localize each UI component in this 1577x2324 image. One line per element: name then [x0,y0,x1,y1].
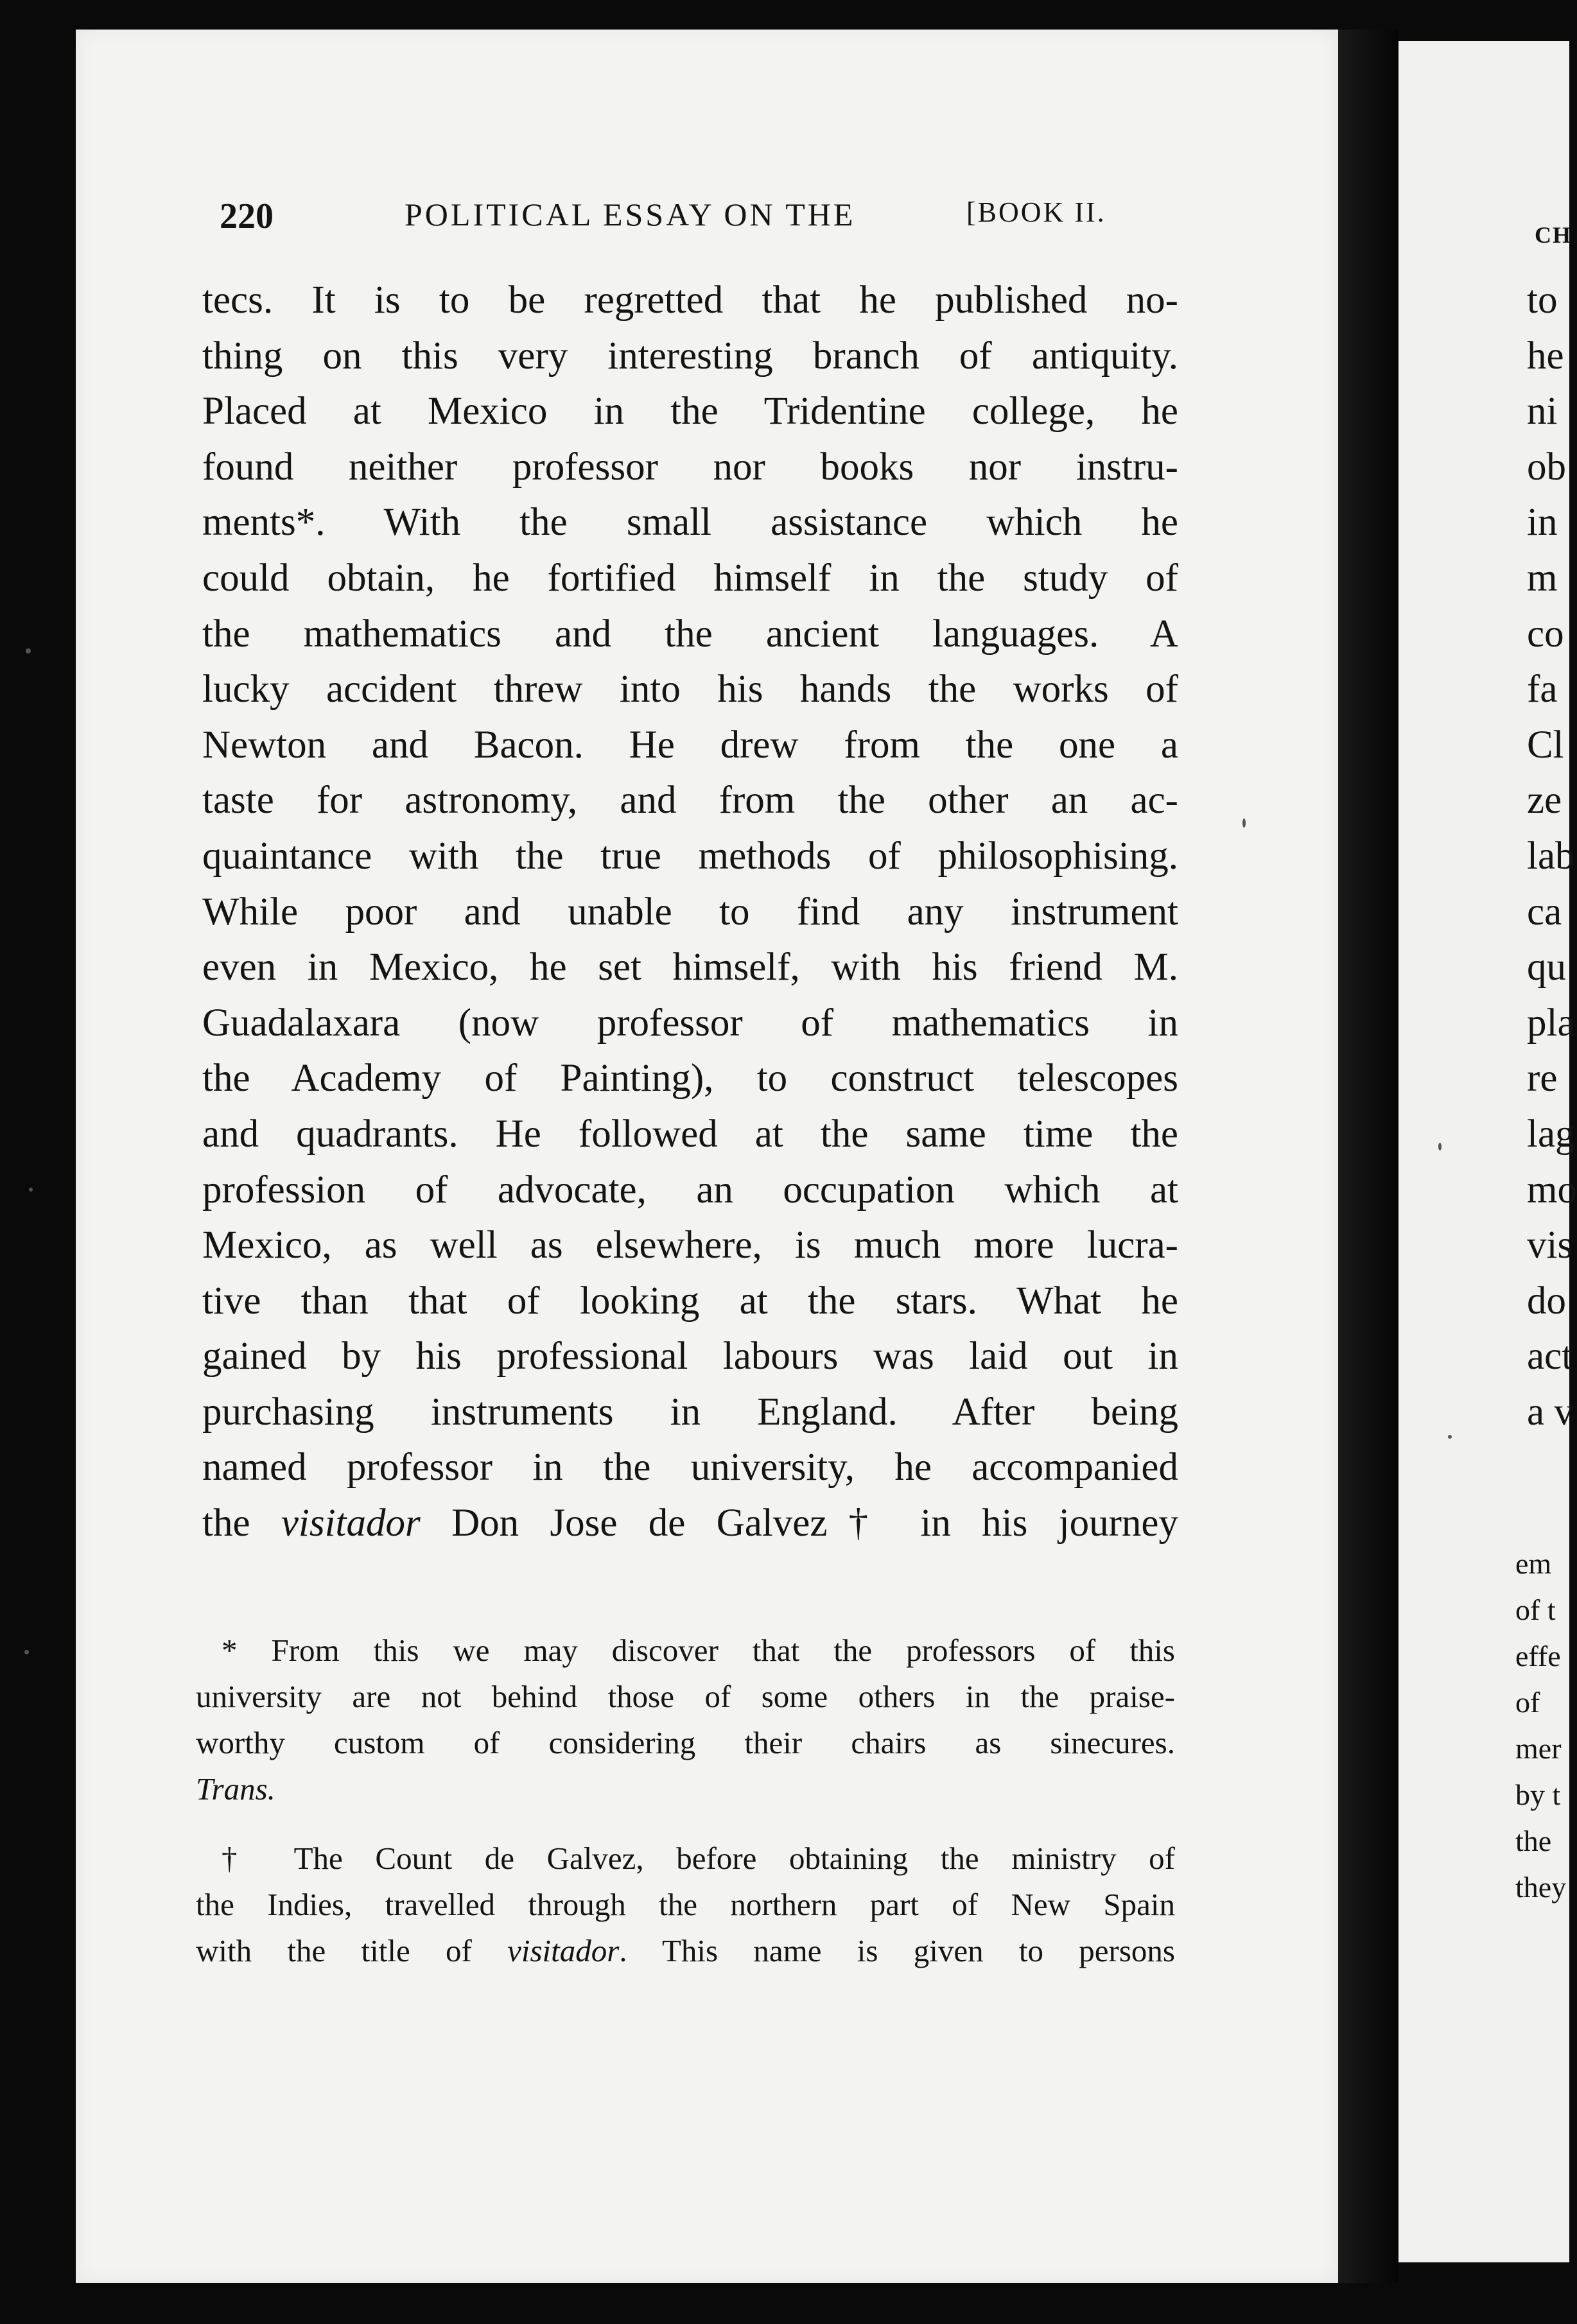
text-line: Newton and Bacon. He drew from the one a [202,723,1178,767]
facing-page-footnote-fragment: of [1515,1686,1540,1719]
text-line-last: the visitador Don Jose de Galvez† in his journey [202,1502,1178,1545]
text-line: thing on this very interesting branch of antiquity. [202,334,1178,377]
running-title: POLITICAL ESSAY ON THE [405,196,856,232]
text-line: the mathematics and the ancient languages. A [202,612,1178,655]
text-line: even in Mexico, he set himself, with his friend M. [202,946,1178,989]
facing-page-footnote-fragment: mer [1515,1732,1562,1765]
text-line: tive than that of looking at the stars. What he [202,1279,1178,1322]
text-line: and quadrants. He followed at the same time the [202,1112,1178,1156]
dust-speck [26,648,31,654]
facing-page-fragment: ob [1527,445,1566,489]
facing-page-fragment: he [1527,334,1564,377]
text-line: Placed at Mexico in the Tridentine college, he [202,390,1178,433]
facing-page-footnote-fragment: by t [1515,1778,1561,1811]
text-line: taste for astronomy, and from the other an ac- [202,779,1178,822]
footnote-line: worthy custom of considering their chairs as sinecures. [196,1725,1175,1760]
text-line: ments*. With the small assistance which he [202,501,1178,544]
text-line: gained by his professional labours was laid out in [202,1335,1178,1378]
text-line: While poor and unable to find any instrument [202,890,1178,933]
text-line: quaintance with the true methods of philosophising. [202,834,1178,878]
footnote-line: † The Count de Galvez, before obtaining the ministry of [222,1841,1175,1876]
italic-term: visitador [507,1933,620,1968]
main-text-block [202,273,1178,1552]
text-line: Guadalaxara (now professor of mathematics in [202,1001,1178,1045]
dust-speck [1448,1435,1452,1439]
text-line: found neither professor nor books nor instru- [202,445,1178,489]
text-line: profession of advocate, an occupation which at [202,1168,1178,1211]
facing-page-fragment: vis [1527,1224,1573,1267]
facing-page-fragment: re [1527,1057,1558,1100]
footnote-line: university are not behind those of some others in the praise- [196,1679,1175,1714]
facing-page-header: CH [1535,222,1572,248]
dust-speck [24,1650,29,1654]
facing-page-footnote-fragment: the [1515,1825,1552,1857]
facing-page-fragment: m [1527,557,1558,600]
facing-page-footnote-fragment: they [1515,1871,1567,1903]
facing-page-fragment: do [1527,1279,1566,1322]
text-line: Mexico, as well as elsewhere, is much more lucra- [202,1224,1178,1267]
dust-speck [1242,819,1246,828]
text-line: could obtain, he fortified himself in the study of [202,556,1178,600]
facing-page-fragment: Cl [1527,723,1564,767]
page-number: 220 [220,196,274,236]
footnote-line: the Indies, travelled through the northern part of New Spain [196,1887,1175,1922]
book-section-label: [BOOK II. [966,196,1106,228]
text-line: purchasing instruments in England. After being [202,1390,1178,1434]
facing-page-fragment: in [1527,501,1558,544]
text-line: lucky accident threw into his hands the works of [202,668,1178,711]
book-gutter [1338,30,1398,2283]
facing-page-fragment: ca [1527,890,1562,933]
footnotes [196,1627,1175,1974]
dust-speck [1438,1143,1442,1150]
facing-page-footnote-fragment: of t [1515,1593,1556,1626]
text-line: the Academy of Painting), to construct telescopes [202,1057,1178,1100]
text-line: named professor in the university, he accompanied [202,1446,1178,1489]
facing-page-fragment: qu [1527,946,1566,989]
footnote-signature: Trans. [196,1771,275,1807]
facing-page-fragment: lab [1527,835,1575,878]
facing-page-fragment: act [1527,1335,1573,1378]
facing-page-fragment: ze [1527,779,1562,822]
footnote-line: with the title of visitador. This name is given to persons [196,1933,1175,1968]
text-line: tecs. It is to be regretted that he published no- [202,279,1178,322]
facing-page-fragment: co [1527,612,1564,655]
facing-page-fragment: to [1527,279,1558,322]
facing-page-footnote-fragment: effe [1515,1640,1561,1672]
dust-speck [29,1188,33,1192]
facing-page-fragment: lag [1527,1113,1575,1156]
italic-term: visitador [281,1502,421,1545]
facing-page-fragment: a v [1527,1391,1574,1434]
page-header [0,196,1569,247]
facing-page-footnote-fragment: em [1515,1547,1552,1580]
facing-page-fragment: ni [1527,390,1558,433]
facing-page-fragment: fa [1527,668,1558,711]
facing-page-fragment: mo [1527,1168,1577,1211]
facing-page-fragment: pla [1527,1001,1575,1045]
footnote-line: * From this we may discover that the professors of this [222,1633,1175,1668]
